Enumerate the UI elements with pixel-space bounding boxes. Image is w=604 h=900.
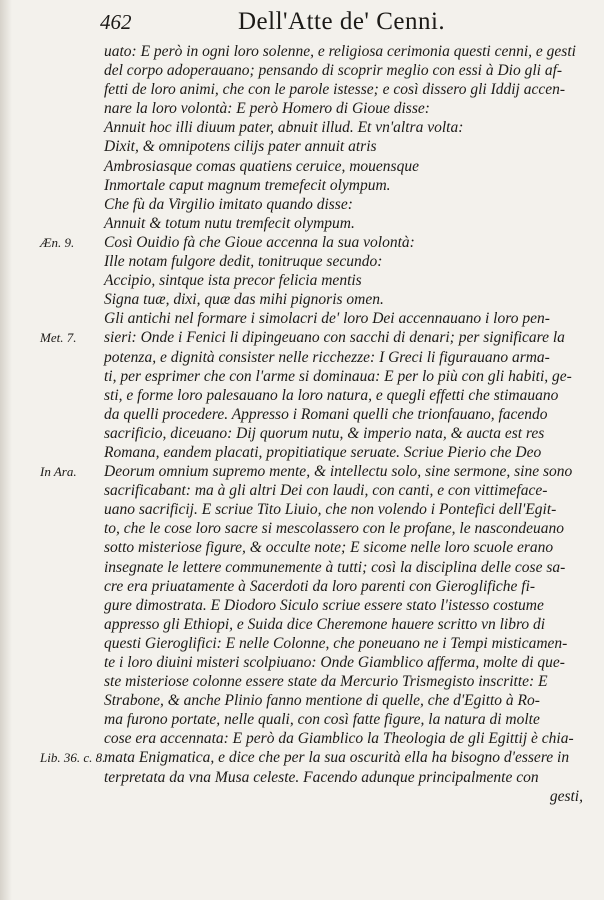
text-line: Annuit & totum nutu tremfecit olympum. xyxy=(104,214,355,232)
text-line: ti, per esprimer che con l'arme si dominaua: E per lo più con gli habiti, ge- xyxy=(104,367,572,385)
text-line: Dixit, & omnipotens cilijs pater annuit atris xyxy=(104,138,377,156)
text-line: gure dimostrata. E Diodoro Siculo scriue essere stato l'istesso costume xyxy=(104,596,544,614)
text-line: appresso gli Ethiopi, e Suida dice Cheremone hauere scritto vn libro di xyxy=(104,615,546,633)
text-line: Romana, eandem placati, propitiatique seruate. Scriue Pierio che Deo xyxy=(104,443,542,461)
text-line: Ambrosiasque comas quatiens ceruice, mouensque xyxy=(104,157,419,175)
text-line: Che fù da Virgilio imitato quando disse: xyxy=(104,195,353,213)
text-line: Così Ouidio fà che Gioue accenna la sua volontà: xyxy=(104,233,415,251)
text-line: terpretata da vna Musa celeste. Facendo adunque principalmente con xyxy=(104,768,539,786)
text-line: Inmortale caput magnum tremefecit olympum. xyxy=(104,176,391,194)
margin-note: In Ara. xyxy=(40,464,77,479)
running-title: Dell'Atte de' Cenni. xyxy=(238,8,446,35)
text-line: Gli antichi nel formare i simolacri de' loro Dei accennauano i loro pen- xyxy=(104,310,550,328)
margin-note: Met. 7. xyxy=(40,330,77,345)
text-line: fetti de loro animi, che con le parole istesse; e così dissero gli Iddij accen- xyxy=(104,81,566,99)
page-number: 462 xyxy=(100,10,132,34)
text-line: nare la loro volontà: E però Homero di Gioue disse: xyxy=(104,100,430,118)
text-line: ma furono portate, nelle quali, con così fatte figure, la natura di molte xyxy=(104,711,540,729)
text-line: insegnate le lettere communemente à tutti; così la disciplina delle cose sa- xyxy=(104,558,566,576)
text-line: uano sacrificij. E scriue Tito Liuio, che non volendo i Pontefici dell'Egit- xyxy=(104,501,557,519)
text-line: da quelli procedere. Appresso i Romani quelli che trionfauano, facendo xyxy=(104,405,548,423)
text-line: sotto misteriose figure, & occulte note; E sicome nelle loro scuole erano xyxy=(104,539,554,557)
text-line: ste misteriose colonne essere state da Mercurio Trismegisto inscritte: E xyxy=(104,673,548,691)
margin-note: Lib. 36. c. 8. xyxy=(40,750,106,765)
body-text xyxy=(0,42,604,806)
text-line: Annuit hoc illi diuum pater, abnuit illud. Et vn'altra volta: xyxy=(104,119,464,137)
text-line: sieri: Onde i Fenici li dipingeuano con sacchi di denari; per significare la xyxy=(104,329,565,347)
text-line: Ille notam fulgore dedit, tonitruque secundo: xyxy=(104,253,383,271)
page-header xyxy=(0,10,604,42)
text-line: del corpo adoperauano; pensando di scoprir meglio con essi à Dio gli af- xyxy=(104,62,563,80)
text-line: Accipio, sintque ista precor felicia mentis xyxy=(104,272,362,290)
text-line: cose era accennata: E però da Giamblico la Theologia de gli Egittij è chia- xyxy=(104,730,574,748)
text-line: potenza, e dignità consister nelle ricchezze: I Greci li figurauano arma- xyxy=(104,348,550,366)
text-line: mata Enigmatica, e dice che per la sua oscurità ella ha bisogno d'essere in xyxy=(104,749,570,767)
text-line: Deorum omnium supremo mente, & intellectu solo, sine sermone, sine sono xyxy=(104,463,573,481)
text-line: uato: E però in ogni loro solenne, e religiosa cerimonia questi cenni, e gesti xyxy=(104,43,576,60)
text-line: Strabone, & anche Plinio fanno mentione di quelle, che d'Egitto à Ro- xyxy=(104,692,540,710)
text-line: sacrificabant: ma à gli altri Dei con laudi, con canti, e con vittimeface- xyxy=(104,482,548,500)
text-line: to, che le cose loro sacre si mescolassero con le profane, le nascondeuano xyxy=(104,520,565,538)
text-line: sti, e forme loro palesauano la loro natura, e quegli effetti che stimauano xyxy=(104,386,559,404)
text-line: sacrificio, diceuano: Dij quorum nutu, & imperio nata, & aucta est res xyxy=(104,424,545,442)
text-line: questi Gieroglifici: E nelle Colonne, che poneuano ne i Tempi misticamen- xyxy=(104,634,568,652)
margin-note: Æn. 9. xyxy=(40,235,75,250)
text-line: te i loro diuini misteri scolpiuano: Onde Giamblico afferma, molte di que- xyxy=(104,654,565,671)
text-line: Signa tuæ, dixi, quæ das mihi pignoris omen. xyxy=(104,291,384,309)
text-line: cre era priuatamente à Sacerdoti da loro parenti con Gieroglifiche fi- xyxy=(104,577,536,595)
catchword: gesti, xyxy=(549,787,583,805)
